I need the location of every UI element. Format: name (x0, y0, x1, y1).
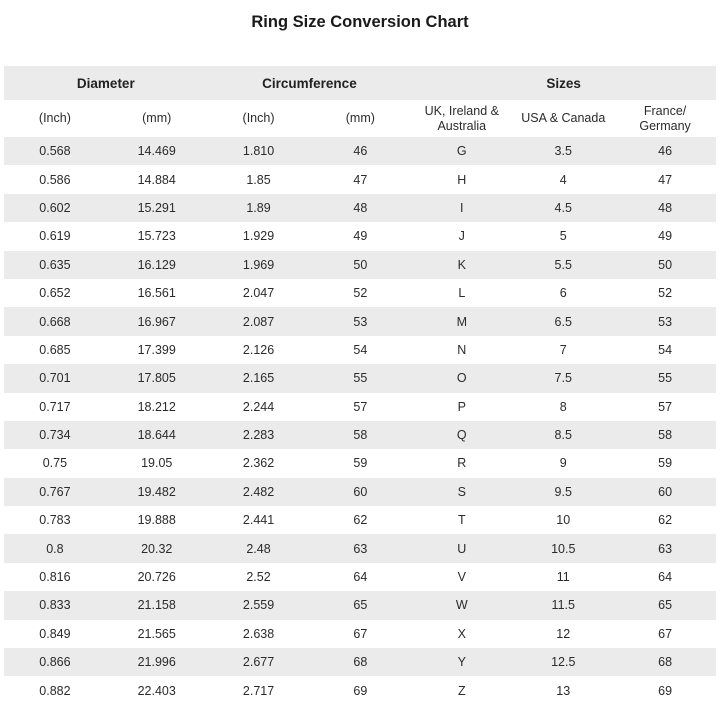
cell-diameter-mm: 16.561 (137, 286, 176, 301)
cell-size-usa-canada: 5.5 (554, 257, 572, 272)
column-header-size-france-germany: France/ Germany (614, 100, 716, 137)
cell-circumference-mm: 48 (353, 200, 368, 215)
cell-circumference-inch: 2.48 (246, 541, 271, 556)
cell-circumference-mm: 62 (353, 513, 368, 528)
column-header-row (4, 100, 716, 137)
cell-circumference-inch: 2.482 (242, 484, 275, 499)
cell-circumference-inch: 1.89 (246, 200, 271, 215)
cell-circumference-inch: 2.244 (242, 399, 275, 414)
cell-size-usa-canada: 11 (556, 570, 570, 585)
table-row (4, 676, 716, 704)
cell-diameter-mm: 16.967 (137, 314, 176, 329)
table-row (4, 421, 716, 449)
cell-size-france-germany: 50 (658, 257, 673, 272)
table-row (4, 591, 716, 619)
table-row (4, 336, 716, 364)
cell-size-usa-canada: 6.5 (554, 314, 572, 329)
cell-size-usa-canada: 5 (559, 229, 567, 244)
cell-diameter-mm: 21.996 (137, 655, 176, 670)
cell-diameter-mm: 15.291 (137, 200, 176, 215)
cell-diameter-inch: 0.75 (42, 456, 68, 471)
cell-size-usa-canada: 10.5 (551, 541, 576, 556)
cell-diameter-mm: 16.129 (137, 257, 176, 272)
cell-diameter-inch: 0.882 (39, 683, 71, 698)
cell-diameter-mm: 19.05 (141, 456, 173, 471)
cell-size-uk-ireland-australia: N (457, 342, 467, 357)
cell-circumference-mm: 65 (353, 598, 368, 613)
cell-size-uk-ireland-australia: U (457, 541, 467, 556)
cell-circumference-inch: 2.441 (242, 513, 275, 528)
cell-circumference-mm: 64 (353, 570, 368, 585)
cell-size-usa-canada: 9.5 (554, 484, 572, 499)
cell-circumference-inch: 2.362 (242, 456, 275, 471)
cell-circumference-mm: 46 (353, 144, 368, 159)
cell-circumference-mm: 69 (353, 683, 368, 698)
cell-size-uk-ireland-australia: R (457, 456, 467, 471)
cell-size-france-germany: 55 (658, 371, 673, 386)
cell-size-france-germany: 53 (658, 314, 673, 329)
cell-circumference-mm: 49 (353, 229, 368, 244)
cell-circumference-inch: 2.165 (242, 371, 275, 386)
cell-size-france-germany: 69 (658, 683, 673, 698)
cell-circumference-mm: 63 (353, 541, 368, 556)
cell-size-france-germany: 63 (658, 541, 673, 556)
cell-size-france-germany: 52 (658, 286, 673, 301)
cell-diameter-inch: 0.833 (39, 598, 71, 613)
cell-diameter-mm: 14.469 (137, 144, 176, 159)
cell-diameter-inch: 0.652 (39, 286, 71, 301)
cell-circumference-inch: 1.810 (242, 144, 275, 159)
table-body (4, 137, 716, 705)
cell-diameter-inch: 0.783 (39, 513, 71, 528)
cell-circumference-inch: 2.126 (242, 342, 275, 357)
cell-diameter-mm: 18.644 (137, 428, 176, 443)
cell-circumference-inch: 2.087 (242, 314, 275, 329)
table-row (4, 279, 716, 307)
cell-circumference-inch: 1.929 (242, 229, 275, 244)
table-row (4, 534, 716, 562)
cell-diameter-inch: 0.619 (39, 229, 71, 244)
cell-diameter-inch: 0.586 (39, 172, 71, 187)
group-header-row (4, 66, 716, 100)
cell-diameter-inch: 0.701 (39, 371, 71, 386)
cell-diameter-mm: 17.805 (137, 371, 176, 386)
table-row (4, 194, 716, 222)
cell-size-france-germany: 49 (658, 229, 673, 244)
table-row (4, 165, 716, 193)
column-header-diameter-mm: (mm) (106, 100, 208, 137)
table-row (4, 307, 716, 335)
table-row (4, 222, 716, 250)
cell-circumference-mm: 52 (353, 286, 368, 301)
cell-size-usa-canada: 10 (556, 513, 571, 528)
cell-size-uk-ireland-australia: P (457, 399, 466, 414)
cell-size-usa-canada: 13 (556, 683, 571, 698)
cell-diameter-mm: 22.403 (137, 683, 176, 698)
page-title: Ring Size Conversion Chart (251, 13, 469, 31)
cell-diameter-mm: 19.888 (137, 513, 176, 528)
cell-size-usa-canada: 4 (559, 172, 567, 187)
cell-size-usa-canada: 7.5 (554, 371, 572, 386)
cell-diameter-inch: 0.767 (39, 484, 71, 499)
cell-size-usa-canada: 8.5 (554, 428, 572, 443)
cell-circumference-mm: 57 (353, 399, 368, 414)
cell-circumference-mm: 54 (353, 342, 368, 357)
group-header-sizes: Sizes (411, 66, 716, 100)
cell-size-france-germany: 64 (658, 570, 673, 585)
cell-circumference-inch: 2.638 (242, 626, 275, 641)
cell-circumference-inch: 1.969 (242, 257, 275, 272)
cell-diameter-mm: 17.399 (137, 342, 176, 357)
cell-size-france-germany: 47 (658, 172, 673, 187)
table-row (4, 506, 716, 534)
column-header-circumference-inch: (Inch) (208, 100, 310, 137)
cell-circumference-mm: 58 (353, 428, 368, 443)
cell-size-uk-ireland-australia: L (458, 286, 466, 301)
column-header-circumference-mm: (mm) (309, 100, 411, 137)
cell-size-uk-ireland-australia: W (455, 598, 468, 613)
cell-diameter-mm: 18.212 (137, 399, 176, 414)
table-row (4, 620, 716, 648)
cell-circumference-inch: 2.559 (242, 598, 275, 613)
cell-size-uk-ireland-australia: G (456, 144, 467, 159)
cell-circumference-inch: 2.52 (246, 570, 271, 585)
column-header-size-uk-ireland-australia: UK, Ireland & Australia (411, 100, 512, 137)
cell-size-france-germany: 57 (658, 399, 673, 414)
cell-circumference-mm: 50 (353, 257, 368, 272)
cell-diameter-inch: 0.849 (39, 626, 71, 641)
cell-circumference-mm: 60 (353, 484, 368, 499)
cell-size-usa-canada: 8 (559, 399, 567, 414)
cell-circumference-mm: 55 (353, 371, 368, 386)
cell-size-usa-canada: 12.5 (551, 655, 576, 670)
cell-size-uk-ireland-australia: Q (456, 428, 467, 443)
cell-diameter-inch: 0.734 (39, 428, 71, 443)
cell-size-uk-ireland-australia: J (458, 229, 465, 244)
cell-diameter-inch: 0.668 (39, 314, 71, 329)
group-header-circumference: Circumference (208, 66, 412, 100)
cell-size-usa-canada: 7 (559, 342, 567, 357)
cell-diameter-inch: 0.717 (39, 399, 71, 414)
cell-size-france-germany: 54 (658, 342, 673, 357)
cell-size-france-germany: 60 (658, 484, 673, 499)
cell-diameter-inch: 0.635 (39, 257, 71, 272)
cell-size-france-germany: 65 (658, 598, 673, 613)
cell-diameter-inch: 0.568 (39, 144, 71, 159)
cell-size-france-germany: 58 (658, 428, 673, 443)
cell-diameter-mm: 21.158 (137, 598, 176, 613)
cell-size-uk-ireland-australia: Z (457, 683, 466, 698)
cell-size-france-germany: 67 (658, 626, 673, 641)
cell-size-usa-canada: 11.5 (551, 598, 575, 613)
cell-diameter-mm: 14.884 (137, 172, 176, 187)
cell-size-usa-canada: 4.5 (554, 200, 572, 215)
column-header-diameter-inch: (Inch) (4, 100, 106, 137)
cell-diameter-mm: 19.482 (137, 484, 176, 499)
table-row (4, 563, 716, 591)
cell-diameter-inch: 0.816 (39, 570, 71, 585)
cell-circumference-inch: 2.283 (242, 428, 275, 443)
cell-size-france-germany: 62 (658, 513, 673, 528)
cell-size-uk-ireland-australia: M (456, 314, 467, 329)
table-row (4, 393, 716, 421)
cell-size-usa-canada: 12 (556, 626, 571, 641)
cell-size-uk-ireland-australia: O (456, 371, 467, 386)
cell-diameter-inch: 0.685 (39, 342, 71, 357)
cell-circumference-mm: 47 (353, 172, 368, 187)
cell-circumference-mm: 68 (353, 655, 368, 670)
cell-diameter-inch: 0.602 (39, 200, 71, 215)
cell-circumference-inch: 2.047 (242, 286, 275, 301)
cell-size-uk-ireland-australia: I (460, 200, 464, 215)
table-row (4, 137, 716, 165)
cell-size-uk-ireland-australia: Y (457, 655, 466, 670)
table-header (4, 66, 716, 137)
table-row (4, 449, 716, 477)
cell-size-uk-ireland-australia: T (457, 513, 466, 528)
cell-size-france-germany: 68 (658, 655, 673, 670)
cell-circumference-mm: 67 (353, 626, 368, 641)
cell-diameter-mm: 20.726 (137, 570, 176, 585)
cell-diameter-mm: 20.32 (141, 541, 173, 556)
cell-size-uk-ireland-australia: S (457, 484, 466, 499)
table-row (4, 478, 716, 506)
cell-circumference-mm: 53 (353, 314, 368, 329)
ring-size-conversion-table (4, 66, 716, 705)
cell-size-uk-ireland-australia: H (457, 172, 467, 187)
cell-size-uk-ireland-australia: K (457, 257, 466, 272)
cell-circumference-inch: 1.85 (246, 172, 271, 187)
table-row (4, 648, 716, 676)
cell-size-france-germany: 48 (658, 200, 673, 215)
cell-size-usa-canada: 3.5 (554, 144, 572, 159)
cell-diameter-inch: 0.866 (39, 655, 71, 670)
group-header-diameter: Diameter (4, 66, 208, 100)
cell-size-usa-canada: 6 (559, 286, 567, 301)
cell-circumference-mm: 59 (353, 456, 368, 471)
cell-circumference-inch: 2.677 (242, 655, 275, 670)
table-row (4, 364, 716, 392)
cell-size-france-germany: 46 (658, 144, 673, 159)
cell-size-usa-canada: 9 (559, 456, 567, 471)
cell-size-france-germany: 59 (658, 456, 673, 471)
column-header-size-usa-canada: USA & Canada (512, 100, 614, 137)
cell-diameter-mm: 15.723 (137, 229, 176, 244)
cell-size-uk-ireland-australia: X (457, 626, 466, 641)
table-row (4, 251, 716, 279)
cell-circumference-inch: 2.717 (242, 683, 275, 698)
cell-size-uk-ireland-australia: V (457, 570, 466, 585)
cell-diameter-inch: 0.8 (46, 541, 64, 556)
cell-diameter-mm: 21.565 (137, 626, 176, 641)
